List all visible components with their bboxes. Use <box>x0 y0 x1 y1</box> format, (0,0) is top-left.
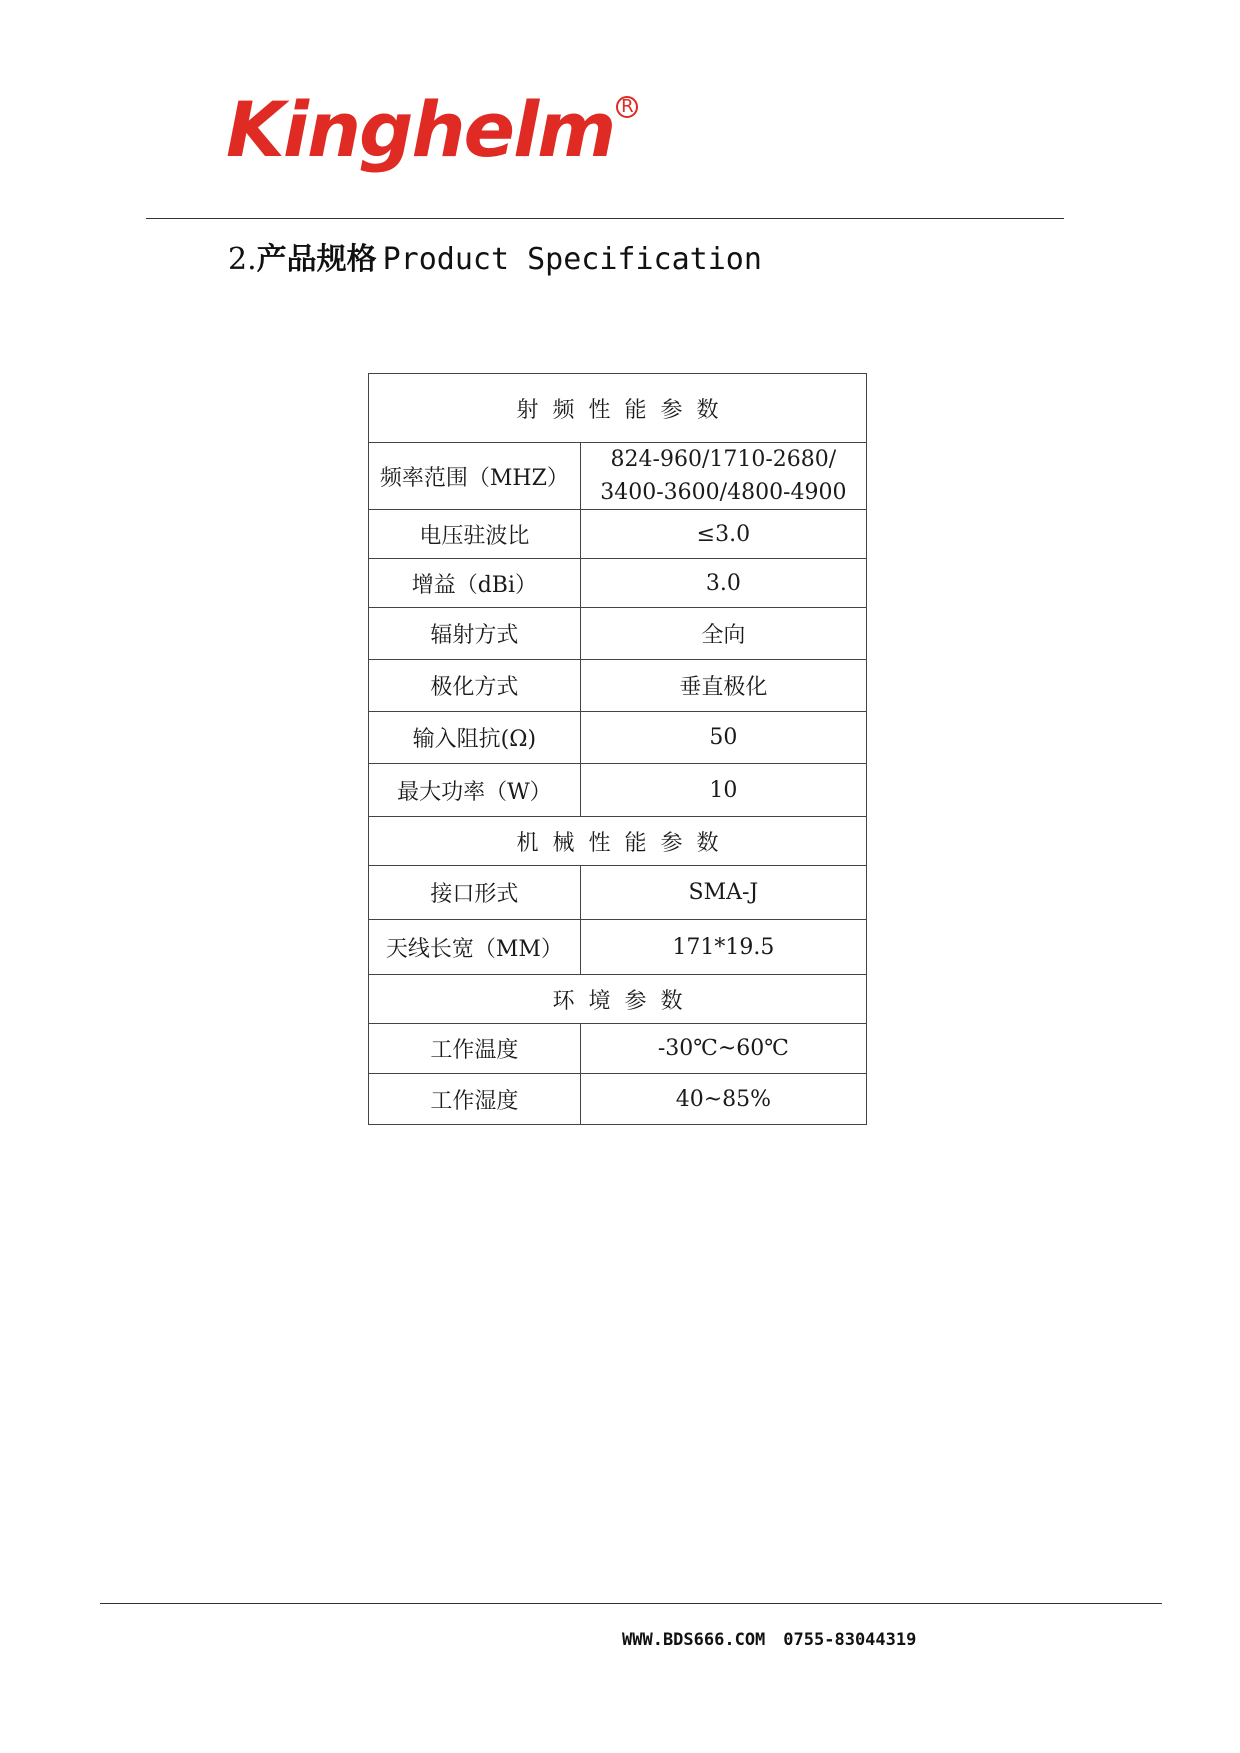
spec-value: 3.0 <box>580 559 866 608</box>
spec-value: 10 <box>580 764 866 817</box>
spec-label: 极化方式 <box>369 660 581 712</box>
footer-divider <box>100 1603 1162 1604</box>
spec-label: 工作温度 <box>369 1024 581 1074</box>
section-title-en: Product Specification <box>382 242 762 277</box>
mech-group-header: 机械性能参数 <box>369 817 867 866</box>
header-divider <box>146 218 1064 219</box>
spec-value: ≤3.0 <box>580 510 866 559</box>
footer <box>622 1630 916 1650</box>
table-row <box>369 764 867 817</box>
section-number: 2. <box>228 242 257 277</box>
spec-value: 50 <box>580 712 866 764</box>
table-group-row <box>369 975 867 1024</box>
footer-website: WWW.BDS666.COM <box>622 1630 766 1650</box>
registered-mark-icon: R <box>616 96 638 118</box>
spec-value: -30℃~60℃ <box>580 1024 866 1074</box>
table-row <box>369 443 867 510</box>
table-row <box>369 1024 867 1074</box>
table-row <box>369 660 867 712</box>
spec-value: 40~85% <box>580 1074 866 1125</box>
rf-group-header: 射频性能参数 <box>369 374 867 443</box>
brand-logo <box>226 85 638 182</box>
spec-label: 频率范围（MHZ） <box>369 443 581 510</box>
spec-value-line: 3400-3600/4800-4900 <box>600 480 847 505</box>
table-row <box>369 1074 867 1125</box>
table-row <box>369 866 867 920</box>
table-row <box>369 510 867 559</box>
section-title-cn: 产品规格 <box>256 242 377 277</box>
table-group-row <box>369 817 867 866</box>
spec-label: 天线长宽（MM） <box>369 920 581 975</box>
spec-label: 电压驻波比 <box>369 510 581 559</box>
spec-value: 全向 <box>580 608 866 660</box>
env-group-header: 环境参数 <box>369 975 867 1024</box>
table-row <box>369 920 867 975</box>
brand-name: Kinghelm <box>226 85 615 174</box>
spec-label: 最大功率（W） <box>369 764 581 817</box>
spec-label: 增益（dBi） <box>369 559 581 608</box>
table-group-row <box>369 374 867 443</box>
section-title <box>228 234 762 278</box>
spec-label: 工作湿度 <box>369 1074 581 1125</box>
table-row <box>369 712 867 764</box>
spec-value: SMA-J <box>580 866 866 920</box>
spec-value: 171*19.5 <box>580 920 866 975</box>
spec-value <box>580 443 866 510</box>
spec-label: 输入阻抗(Ω) <box>369 712 581 764</box>
footer-phone: 0755-83044319 <box>783 1630 917 1650</box>
spec-label: 接口形式 <box>369 866 581 920</box>
spec-value: 垂直极化 <box>580 660 866 712</box>
spec-label: 辐射方式 <box>369 608 581 660</box>
spec-value-line: 824-960/1710-2680/ <box>610 447 837 472</box>
spec-table <box>368 373 867 1125</box>
table-row <box>369 608 867 660</box>
table-row <box>369 559 867 608</box>
